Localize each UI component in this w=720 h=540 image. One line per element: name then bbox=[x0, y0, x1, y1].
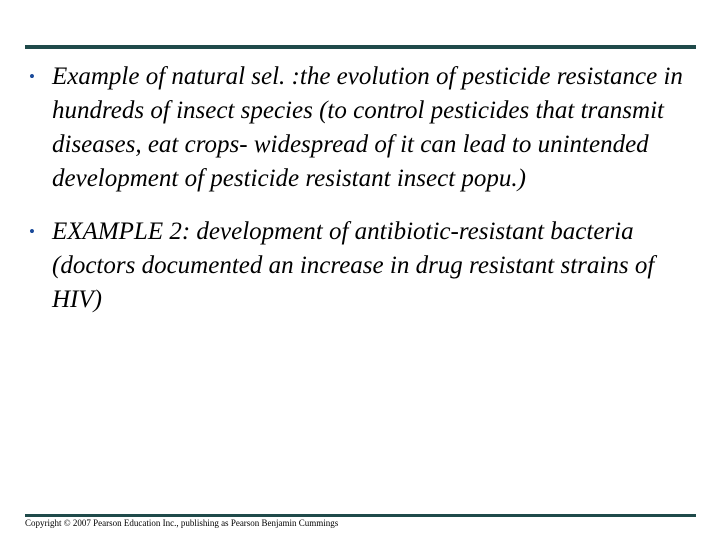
copyright-footer: Copyright © 2007 Pearson Education Inc., publishing as Pearson Benjamin Cummings bbox=[25, 518, 339, 528]
top-divider-line bbox=[25, 45, 696, 49]
bullet-marker: • bbox=[29, 222, 35, 241]
bullet-marker: • bbox=[29, 67, 35, 86]
bullet-list bbox=[25, 60, 705, 336]
bullet-text: EXAMPLE 2: development of antibiotic-resistant bacteria (doctors documented an increase in drug resistant strains of HIV) bbox=[52, 218, 655, 313]
bullet-item-pesticide-resistance bbox=[25, 60, 705, 196]
bullet-item-antibiotic-resistance bbox=[25, 215, 705, 317]
bullet-text: Example of natural sel. :the evolution of pesticide resistance in hundreds of insect species (to control pesticides that transmit diseases, eat crops- widespread of it can lead to unintended development of pesticide resistant insect popu.) bbox=[52, 63, 683, 192]
bottom-divider-line bbox=[25, 514, 696, 517]
